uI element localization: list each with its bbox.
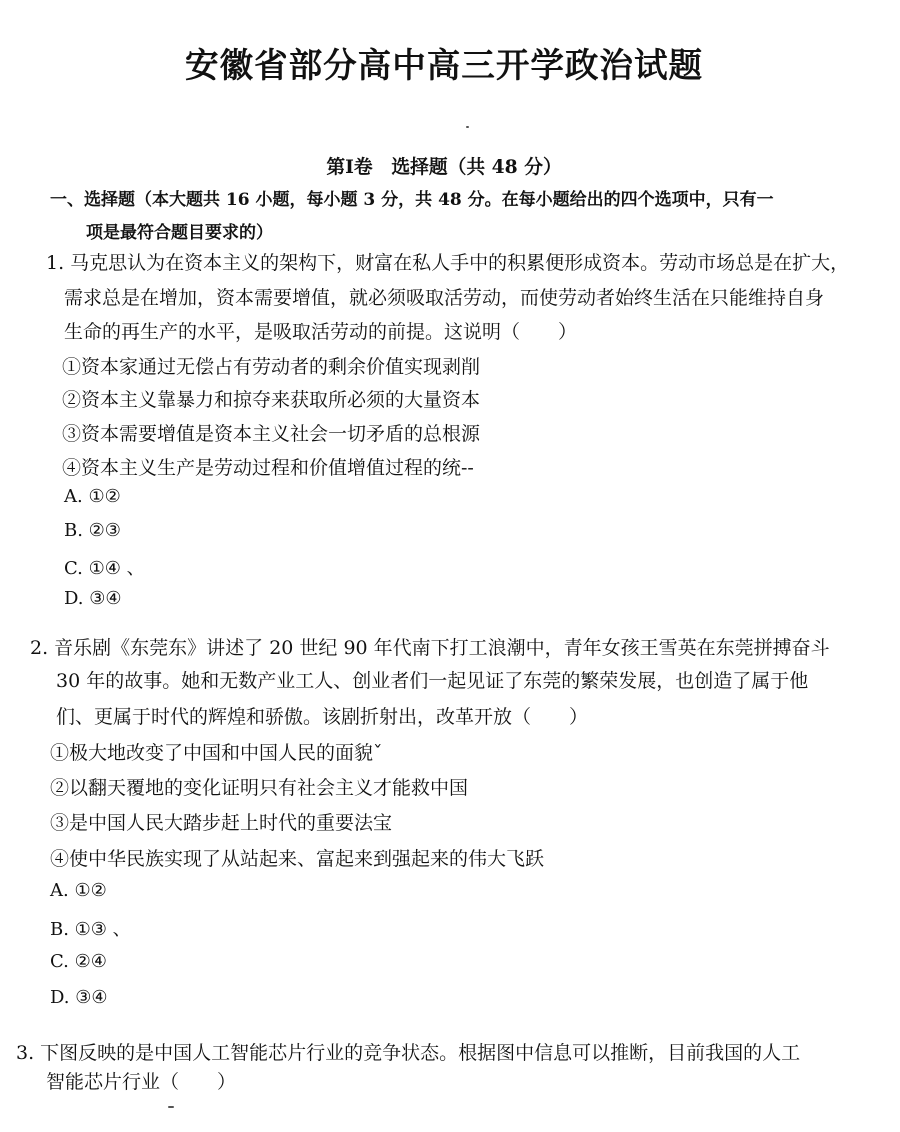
option-d: D. ③④ — [50, 987, 108, 1008]
statement-3: ③资本需要增值是资本主义社会一切矛盾的总根源 — [62, 423, 481, 445]
question-stem-line: 2. 音乐剧《东莞东》讲述了 20 世纪 90 年代南下打工浪潮中，青年女孩王雪英在东莞拼搏奋斗 — [30, 637, 830, 659]
option-d: D. ③④ — [64, 588, 122, 609]
statement-3: ③是中国人民大踏步赶上时代的重要法宝 — [50, 812, 393, 834]
section-title: 第Ⅰ卷 选择题（共 48 分） — [326, 156, 562, 178]
option-c: C. ①④ 、 — [64, 558, 145, 579]
statement-4: ④资本主义生产是劳动过程和价值增值过程的统-- — [62, 457, 474, 479]
exam-title: 安徽省部分高中高三开学政治试题 — [185, 46, 704, 86]
instructions-line-2: 项是最符合题目要求的） — [86, 223, 273, 243]
question-stem-line: 需求总是在增加，资本需要增值，就必须吸取活劳动，而使劳动者始终生活在只能维持自身 — [64, 287, 825, 309]
question-stem-line: 智能芯片行业（ ） — [46, 1071, 237, 1093]
option-a: A. ①② — [50, 880, 107, 901]
option-b: B. ②③ — [64, 520, 121, 541]
option-b: B. ①③ 、 — [50, 919, 131, 940]
statement-2: ②资本主义靠暴力和掠夺来获取所必须的大量资本 — [62, 389, 481, 411]
statement-1: ①资本家通过无偿占有劳动者的剩余价值实现剥削 — [62, 356, 481, 378]
instructions-line-1: 一、选择题（本大题共 16 小题，每小题 3 分，共 48 分。在每小题给出的四个选项中，只有一 — [50, 190, 774, 210]
option-a: A. ①② — [64, 486, 121, 507]
question-stem-line: 们、更属于时代的辉煌和骄傲。该剧折射出，改革开放（ ） — [56, 706, 589, 728]
scan-mark — [466, 126, 469, 128]
statement-1: ①极大地改变了中国和中国人民的面貌ˇ — [50, 742, 383, 764]
statement-4: ④使中华民族实现了从站起来、富起来到强起来的伟大飞跃 — [50, 848, 545, 870]
question-stem-line: 1. 马克思认为在资本主义的架构下，财富在私人手中的积累便形成资本。劳动市场总是在扩大， — [46, 252, 850, 274]
scan-mark — [168, 1106, 174, 1108]
statement-2: ②以翻天覆地的变化证明只有社会主义才能救中国 — [50, 777, 469, 799]
option-c: C. ②④ — [50, 951, 107, 972]
question-stem-line: 生命的再生产的水平，是吸取活劳动的前提。这说明（ ） — [64, 321, 578, 343]
question-stem-line: 30 年的故事。她和无数产业工人、创业者们一起见证了东莞的繁荣发展，也创造了属于他 — [56, 670, 809, 692]
question-stem-line: 3. 下图反映的是中国人工智能芯片行业的竞争状态。根据图中信息可以推断，目前我国的人工 — [16, 1042, 801, 1064]
